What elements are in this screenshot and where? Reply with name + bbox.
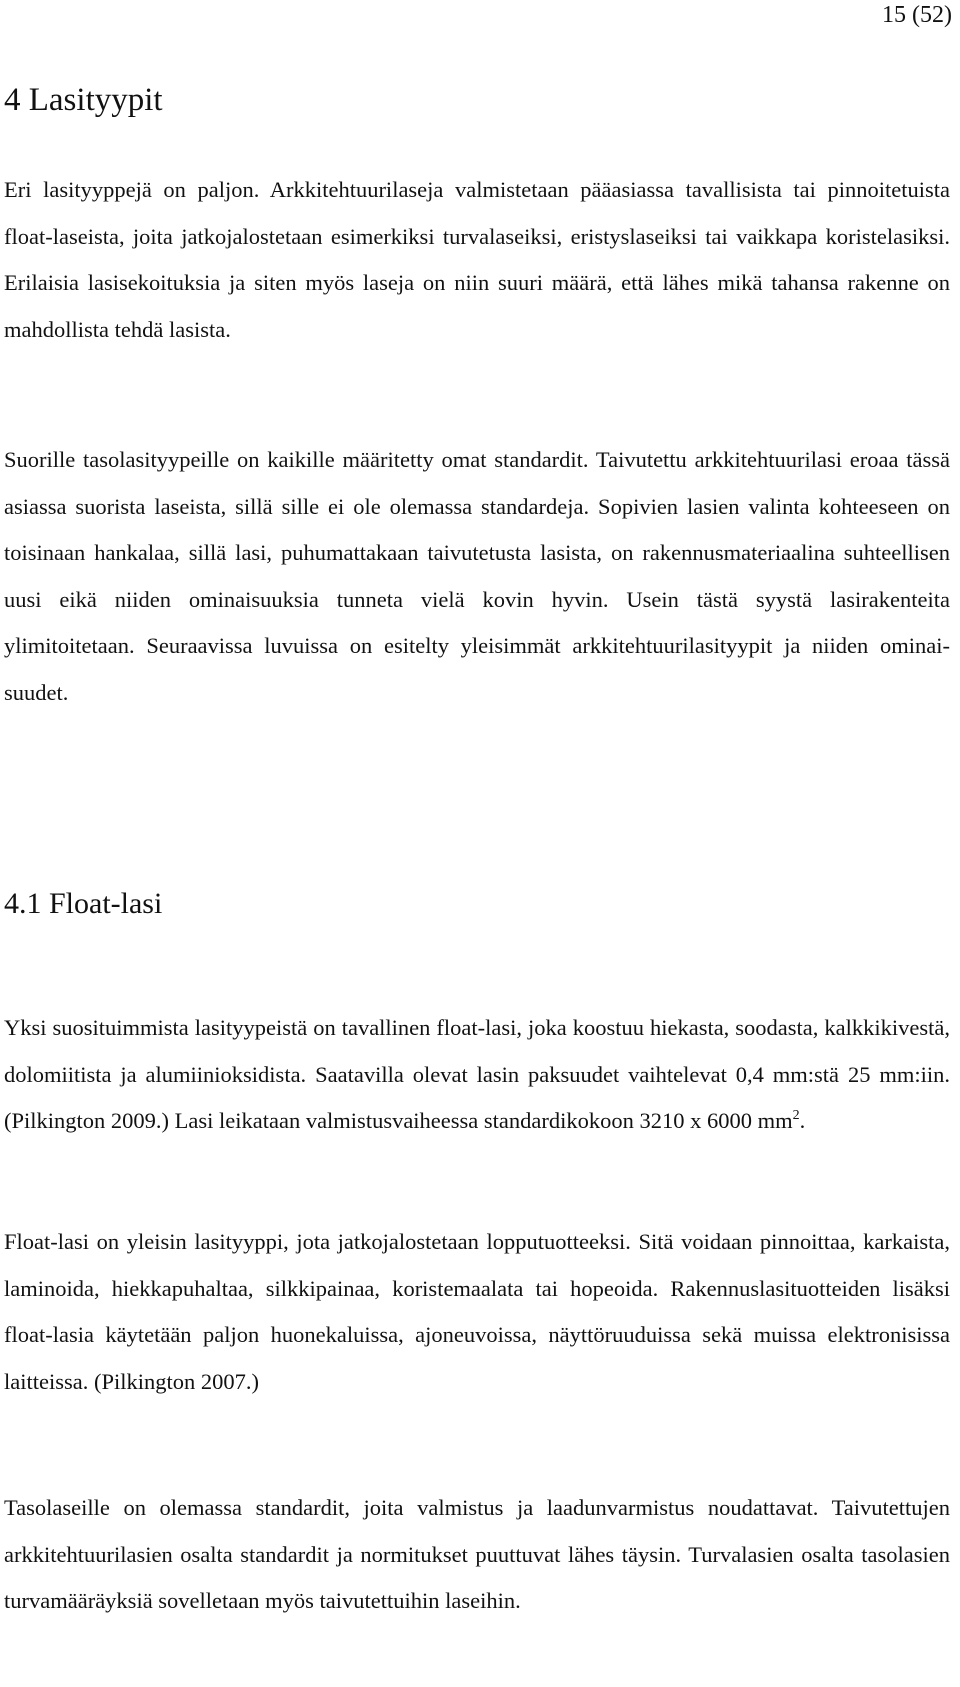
paragraph-regulations: Tasolaseille on olemassa standardit, joita valmistus ja laadunvarmistus noudattavat. Taivutettujen arkkitehtuurilasien osalta standardit ja normitukset puuttuvat lähes täysin. Turvalasien osalta tasolasien turvamääräyksiä sovelletaan myös taivutettuihin laseihin. — [4, 1495, 950, 1613]
paragraph-float-glass-end: . — [799, 1108, 806, 1133]
paragraph-intro: Eri lasityyppejä on paljon. Arkkitehtuurilaseja valmistetaan pääasiassa tavallisista tai pinnoitetuista float-laseista, joita jatkojalostetaan esimerkiksi turvalaseiksi, eristyslaseiksi tai vaikkapa koristelasiksi. Erilaisia lasisekoituksia ja siten myös laseja on niin suuri määrä, että lähes mikä tahansa rakenne on mahdollista tehdä lasista. — [4, 177, 950, 342]
page-number: 15 (52) — [882, 2, 952, 28]
paragraph-processing: Float-lasi on yleisin lasityyppi, jota jatkojalostetaan lopputuotteeksi. Sitä voidaan pinnoittaa, karkaista, laminoida, hiekkapuhaltaa, silkkipainaa, koristemaalata tai hopeoida. Rakennuslasituotteiden lisäksi float-lasia käytetään paljon huonekaluissa, ajoneuvoissa, näyttöruuduissa sekä muissa elektronisissa laitteissa. (Pilkington 2007.) — [4, 1229, 950, 1394]
paragraph-float-glass — [4, 1005, 950, 1145]
superscript-exponent: 2 — [792, 1108, 800, 1123]
paragraph-float-glass-text: Yksi suosituimmista lasityypeistä on tavallinen float-lasi, joka koostuu hiekasta, soodasta, kalkkikivestä, dolomiitista ja alumiinioksidista. Saatavilla olevat lasin paksuudet vaihtelevat 0,4 mm:stä 25 mm:iin. (Pilkington 2009.) Lasi leikataan valmistusvaiheessa standardikokoon 3210 x 6000 mm — [4, 1015, 950, 1133]
paragraph-standards: Suorille tasolasityypeille on kaikille määritetty omat standardit. Taivutettu arkkitehtuurilasi eroaa tässä asiassa suorista laseista, sillä sille ei ole olemassa standardeja. Sopivien lasien valinta kohteeseen on toisinaan hankalaa, sillä lasi, puhumattakaan taivutetusta lasista, on rakennusmateriaalina suhteellisen uusi eikä niiden ominaisuuksia tunneta vielä kovin hyvin. Usein tästä syystä lasirakenteita ylimitoitetaan. Seuraavissa luvuissa on esitelty yleisimmät arkkitehtuurilasityypit ja niiden ominaisuudet. — [4, 447, 950, 705]
subsection-heading: 4.1 Float-lasi — [4, 887, 163, 920]
section-heading: 4 Lasityypit — [4, 82, 163, 118]
